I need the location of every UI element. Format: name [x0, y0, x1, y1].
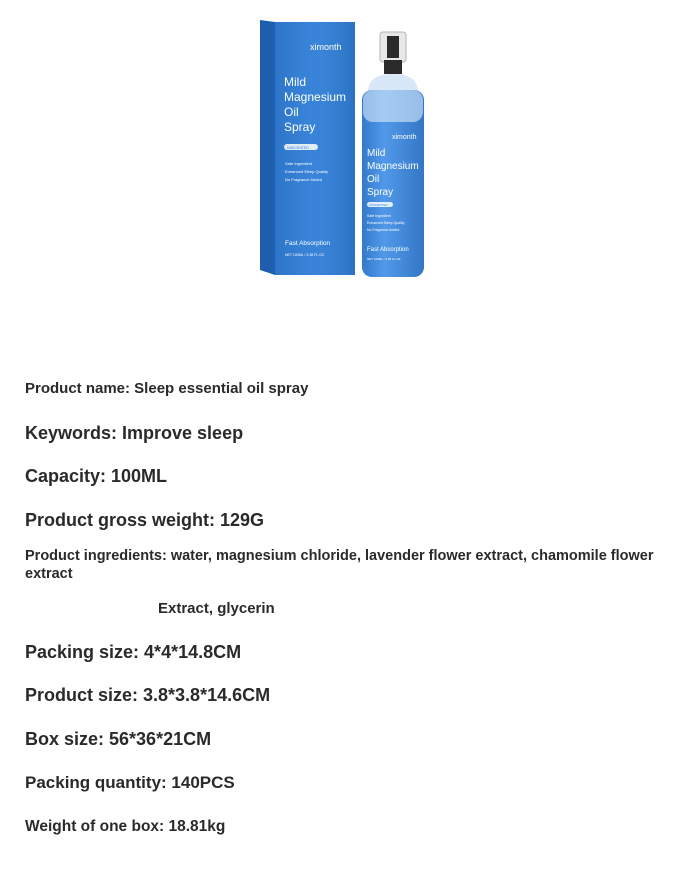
spec-keywords: Keywords: Improve sleep	[25, 423, 244, 443]
spec-packing-quantity: Packing quantity: 140PCS	[25, 773, 235, 792]
bottle-volume: NET 100ML / 3.38 FL.OZ	[367, 257, 401, 261]
spec-gross-weight: Product gross weight: 129G	[25, 510, 265, 530]
bottle-title-4: Spray	[367, 187, 394, 198]
bottle-footer: Fast Absorption	[367, 247, 409, 253]
spec-ingredients-continued: Extract, glycerin	[158, 600, 275, 617]
box-title-4: Spray	[284, 120, 316, 134]
box-feature-3: No Fragrance Added	[285, 177, 322, 182]
box-title-2: Magnesium	[284, 90, 347, 104]
spec-packing-size: Packing size: 4*4*14.8CM	[25, 642, 242, 662]
spec-product-size: Product size: 3.8*3.8*14.6CM	[25, 685, 271, 705]
spec-box-weight: Weight of one box: 18.81kg	[25, 818, 226, 835]
bottle-feature-2: Enhanced Sleep Quality	[367, 221, 405, 225]
spec-ingredients: Product ingredients: water, magnesium chloride, lavender flower extract, chamomile flower extract	[25, 548, 654, 582]
box-feature-2: Enhanced Sleep Quality	[285, 169, 328, 174]
product-box	[260, 20, 355, 275]
bottle-title-3: Oil	[367, 174, 380, 185]
box-footer: Fast Absorption	[285, 240, 331, 247]
box-brand: ximonth	[310, 42, 342, 52]
bottle-feature-1: Safe Ingredient	[367, 214, 391, 218]
bottle-title-1: Mild	[367, 148, 386, 159]
product-bottle	[362, 32, 424, 277]
box-badge: UNSCENTED	[287, 146, 309, 150]
box-title-3: Oil	[284, 105, 299, 119]
product-illustration	[138, 0, 548, 355]
box-volume: NET 100ML / 3.38 FL.OZ	[285, 253, 325, 257]
bottle-feature-3: No Fragrance Added	[367, 228, 400, 232]
bottle-brand: ximonth	[392, 134, 417, 141]
spec-box-size: Box size: 56*36*21CM	[25, 729, 212, 749]
product-image	[138, 0, 548, 355]
box-feature-1: Safe Ingredient	[285, 161, 313, 166]
bottle-badge: UNSCENTED	[369, 203, 388, 207]
box-title-1: Mild	[284, 75, 307, 89]
spec-product-name: Product name: Sleep essential oil spray	[25, 380, 309, 397]
spec-capacity: Capacity: 100ML	[25, 466, 168, 486]
bottle-title-2: Magnesium	[367, 161, 419, 172]
